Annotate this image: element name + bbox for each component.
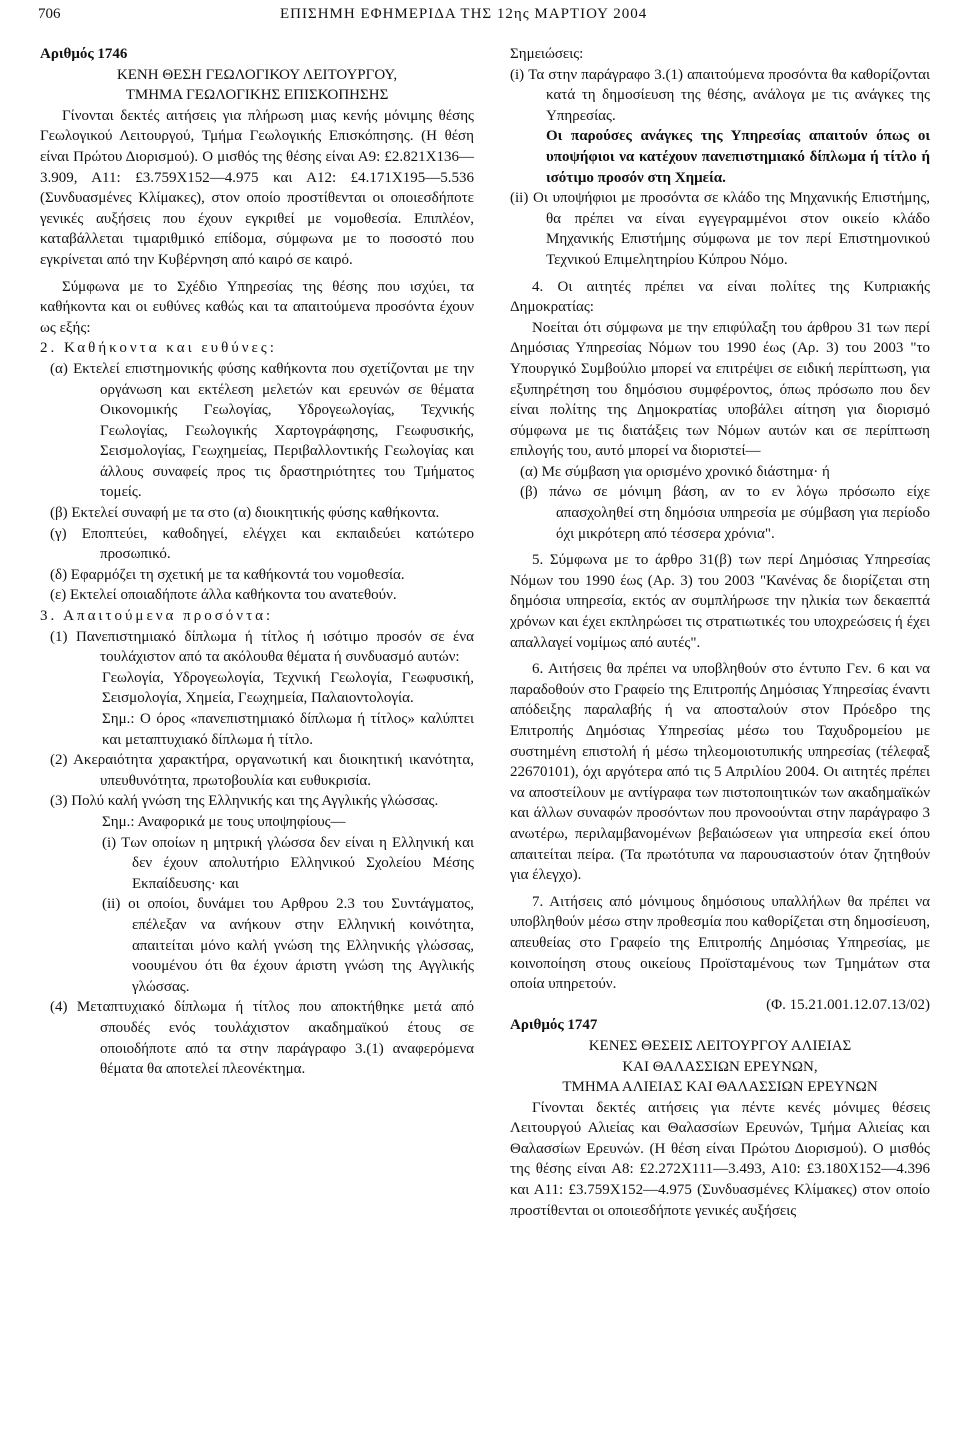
file-reference: (Φ. 15.21.001.12.07.13/02) xyxy=(766,996,930,1013)
notice-2-heading-line-2: ΚΑΙ ΘΑΛΑΣΣΙΩΝ ΕΡΕΥΝΩΝ, xyxy=(622,1058,818,1075)
paragraph-7: 7. Αιτήσεις από μόνιμους δημόσιους υπαλλήλων θα πρέπει να υποβληθούν μέσω στην προθεσμία που καθορίζεται στη δημοσίευση, απευθείας στο Γραφείο της Επιτροπής Δημόσιας Υπηρεσίας, με κοινοποίηση στους οικείους Προϊσταμένους των Τμημάτων στα οποία υπηρετούν. xyxy=(510,893,930,993)
qualification-3-note-i: (i) Των οποίων η μητρική γλώσσα δεν είναι η Ελληνική και δεν έχουν απολυτήριο Ελληνικού Σχολείου Μέσης Εκπαίδευσης· και xyxy=(102,834,474,892)
notice-heading-line-2: ΤΜΗΜΑ ΓΕΩΛΟΓΙΚΗΣ ΕΠΙΣΚΟΠΗΣΗΣ xyxy=(125,87,389,104)
gazette-title: ΕΠΙΣΗΜΗ ΕΦΗΜΕΡΙΔΑ ΤΗΣ 12ης ΜΑΡΤΙΟΥ 2004 xyxy=(280,6,648,22)
paragraph-4-a: (α) Με σύμβαση για ορισμένο χρονικό διάστημα· ή xyxy=(520,463,830,480)
qualification-1: (1) Πανεπιστημιακό δίπλωμα ή τίτλος ή ισότιμο προσόν σε ένα τουλάχιστον από τα ακόλουθα θέματα ή συνδυασμό αυτών: xyxy=(50,628,474,666)
duty-e: (ε) Εκτελεί οποιαδήποτε άλλα καθήκοντα του ανατεθούν. xyxy=(50,587,397,604)
notice-heading-line-1: ΚΕΝΗ ΘΕΣΗ ΓΕΩΛΟΓΙΚΟΥ ΛΕΙΤΟΥΡΓΟΥ, xyxy=(116,66,398,83)
duty-c: (γ) Εποπτεύει, καθοδηγεί, ελέγχει και εκπαιδεύει κατώτερο προσωπικό. xyxy=(50,525,474,563)
notice-2-intro: Γίνονται δεκτές αιτήσεις για πέντε κενές μόνιμες θέσεις Λειτουργού Αλιείας και Θαλασσίων Ερευνών, Τμήμα Αλιείας και Θαλασσίων Ερευνών. (Η θέση είναι Πρώτου Διορισμού). Ο μισθός της θέσης είναι Α8: £2.272Χ111—3.493, Α10: £3.180Χ152—4.396 και Α11: £3.759Χ152—4.975 (Συνδυασμένες Κλίμακες) στον οποίο προστίθενται οι οποιεσδήποτε γενικές αυξήσεις xyxy=(510,1099,930,1219)
paragraph-6: 6. Αιτήσεις θα πρέπει να υποβληθούν στο έντυπο Γεν. 6 και να παραδοθούν στο Γραφείο της Επιτροπής Δημόσιας Υπηρεσίας έναντι απόδειξης παραλαβής ή να αποσταλούν στον Πρόεδρο της Επιτροπής Δημόσιας Υπηρεσίας μέσω του Ταχυδρομείου με συστημένη επιστολή ή μέσω τηλεομοιοτυπικής υπηρεσίας (τέλεφαξ 22670101), όχι αργότερα από τις 5 Απριλίου 2004. Οι αιτητές πρέπει να αποστείλουν με αντίγραφα των πιστοποιητικών των ακαδημαϊκών και άλλων συναφών προσόντων που προνοούνται στην παράγραφο 3 ανωτέρω, περιλαμβανομένων βεβαιώσεων για υπηρεσία εκεί όπου απαιτείται πείρα. (Τα πρωτότυπα να παρουσιαστούν όταν ζητηθούν για έλεγχο). xyxy=(510,661,930,884)
qualification-3-note-ii: (ii) οι οποίοι, δυνάμει του Αρθρου 2.3 του Συντάγματος, επέλεξαν να ανήκουν στην Ελληνική κοινότητα, απαιτείται μόνο καλή γνώση της Ελληνικής γλώσσας, νοουμένου ότι θα έχουν άριστη γνώση της Αγγλικής γλώσσας. xyxy=(102,896,474,995)
duty-b: (β) Εκτελεί συναφή με τα στο (α) διοικητικής φύσης καθήκοντα. xyxy=(50,505,440,522)
notice-2-heading-line-3: ΤΜΗΜΑ ΑΛΙΕΙΑΣ ΚΑΙ ΘΑΛΑΣΣΙΩΝ ΕΡΕΥΝΩΝ xyxy=(562,1079,878,1096)
intro-paragraph: Γίνονται δεκτές αιτήσεις για πλήρωση μιας κενής μόνιμης θέσης Γεωλογικού Λειτουργού, Τμήμα Γεωλογικής Επισκόπησης. (Η θέση είναι Πρώτου Διορισμού). Ο μισθός της θέσης είναι Α9: £2.821Χ136—3.909, Α11: £3.759Χ152—4.975 και Α12: £4.171Χ195—5.536 (Συνδυασμένες Κλίμακες), στον οποίο προστίθενται οι οποιεσδήποτε γενικές αυξήσεις που έχουν εγκριθεί με νομοθεσία. Επιπλέον, καταβάλλεται τιμαριθμικό επίδομα, σύμφωνα με το ποσοστό που εγκρίνεται από την Κυβέρνηση από καιρό σε καιρό. xyxy=(40,107,474,268)
right-column xyxy=(510,44,930,1221)
qualifications-heading: 3. Απαιτούμενα προσόντα: xyxy=(40,608,274,625)
paragraph-4-proviso: Νοείται ότι σύμφωνα με την επιφύλαξη του άρθρου 31 των περί Δημόσιας Υπηρεσίας Νόμων του 1990 έως (Αρ. 3) του 2003 "το Υπουργικό Συμβούλιο μπορεί να επιτρέψει σε ειδική περίπτωση, για εξυπηρέτηση του δημόσιου συμφέροντος, όπως πρόσωπο που δεν είναι πολίτης της Δημοκρατίας υποβάλει αίτηση για διορισμό σύμφωνα με τις διατάξεις των Νόμων αυτών και σε περίπτωση επιλογής του, αυτό μπορεί να διοριστεί— xyxy=(510,319,930,460)
duties-heading: 2. Καθήκοντα και ευθύνες: xyxy=(40,340,277,357)
qualification-4: (4) Μεταπτυχιακό δίπλωμα ή τίτλος που αποκτήθηκε μετά από σπουδές ενός τουλάχιστον ακαδημαϊκού έτους σε οποιοδήποτε από τα στην παράγραφο 3.(1) αναφερόμενα θέματα θα αποτελεί πλεονέκτημα. xyxy=(50,999,474,1078)
qualification-1-note: Σημ.: Ο όρος «πανεπιστημιακό δίπλωμα ή τίτλος» καλύπτει και μεταπτυχιακό δίπλωμα ή τίτλο. xyxy=(102,711,474,748)
qualification-3: (3) Πολύ καλή γνώση της Ελληνικής και της Αγγλικής γλώσσας. xyxy=(50,793,439,810)
paragraph-5: 5. Σύμφωνα με το άρθρο 31(β) των περί Δημόσιας Υπηρεσίας Νόμων του 1990 έως (Αρ. 3) του 2003 "Κανένας δε διορίζεται στη δημόσια υπηρεσία, εκτός αν συμπλήρωσε την ηλικία των δεκαεπτά χρόνων και έχει εκπληρώσει τις στρατιωτικές του υποχρεώσεις ή έχει απαλλαγεί νομίμως από αυτές". xyxy=(510,552,930,651)
duty-d: (δ) Εφαρμόζει τη σχετική με τα καθήκοντά του νομοθεσία. xyxy=(50,566,405,583)
qualification-3-note: Σημ.: Αναφορικά με τους υποψηφίους— xyxy=(102,813,346,830)
note-ii: (ii) Οι υποψήφιοι με προσόντα σε κλάδο της Μηχανικής Επιστήμης, θα πρέπει να είναι εγγεγραμμένοι στον οικείο κλάδο Μηχανικής Επιστήμης σύμφωνα με τον περί Επιστημονικού Τεχνικού Επιμελητηρίου Κύπρου Νόμο. xyxy=(510,190,930,268)
note-i: (i) Τα στην παράγραφο 3.(1) απαιτούμενα προσόντα θα καθορίζονται κατά τη δημοσίευση της θέσης, ανάλογα με τις ανάγκες της Υπηρεσίας. xyxy=(510,66,930,124)
qualification-2: (2) Ακεραιότητα χαρακτήρα, οργανωτική και διοικητική ικανότητα, υπευθυνότητα, πρωτοβουλία και ευθυκρισία. xyxy=(50,752,474,789)
scheme-paragraph: Σύμφωνα με το Σχέδιο Υπηρεσίας της θέσης που ισχύει, τα καθήκοντα και οι ευθύνες καθώς και τα απαιτούμενα προσόντα έχουν ως εξής: xyxy=(40,278,474,336)
note-i-bold: Οι παρούσες ανάγκες της Υπηρεσίας απαιτούν όπως οι υποψήφιοι να κατέχουν πανεπιστημιακό δίπλωμα ή τίτλο ή ισότιμο προσόν στη Χημεία. xyxy=(546,128,930,186)
duty-a: (α) Εκτελεί επιστημονικής φύσης καθήκοντα που σχετίζονται με την οργάνωση και εκτέλεση μελετών και ερευνών σε θέματα Οικονομικής Γεωλογίας, Υδρογεωλογίας, Τεχνικής Γεωλογίας, Γεωλογικής Χαρτογράφησης, Γεωφυσικής, Σεισμολογίας, Γεωχημείας, Περιβαλλοντικής Γεωλογίας και άλλους συναφείς προς τις δραστηριότητες του Τμήματος τομείς. xyxy=(50,360,474,501)
notice-number-2: Αριθμός 1747 xyxy=(510,1017,598,1034)
notice-number: Αριθμός 1746 xyxy=(40,46,128,62)
left-column xyxy=(40,44,474,1080)
notice-2-heading-line-1: ΚΕΝΕΣ ΘΕΣΕΙΣ ΛΕΙΤΟΥΡΓΟΥ ΑΛΙΕΙΑΣ xyxy=(588,1037,852,1054)
paragraph-4-b: (β) πάνω σε μόνιμη βάση, αν το εν λόγω πρόσωπο είχε απασχοληθεί στη δημόσια υπηρεσία με σύμβαση για περίοδο όχι μικρότερη από τέσσερα χρόνια". xyxy=(520,484,930,542)
notes-heading: Σημειώσεις: xyxy=(510,46,584,62)
paragraph-4: 4. Οι αιτητές πρέπει να είναι πολίτες της Κυπριακής Δημοκρατίας: xyxy=(510,278,930,316)
page-number: 706 xyxy=(38,6,61,22)
qualification-1-subjects: Γεωλογία, Υδρογεωλογία, Τεχνική Γεωλογία, Γεωφυσική, Σεισμολογία, Χημεία, Γεωχημεία, Παλαιοντολογία. xyxy=(102,669,474,707)
page-header xyxy=(0,0,960,34)
